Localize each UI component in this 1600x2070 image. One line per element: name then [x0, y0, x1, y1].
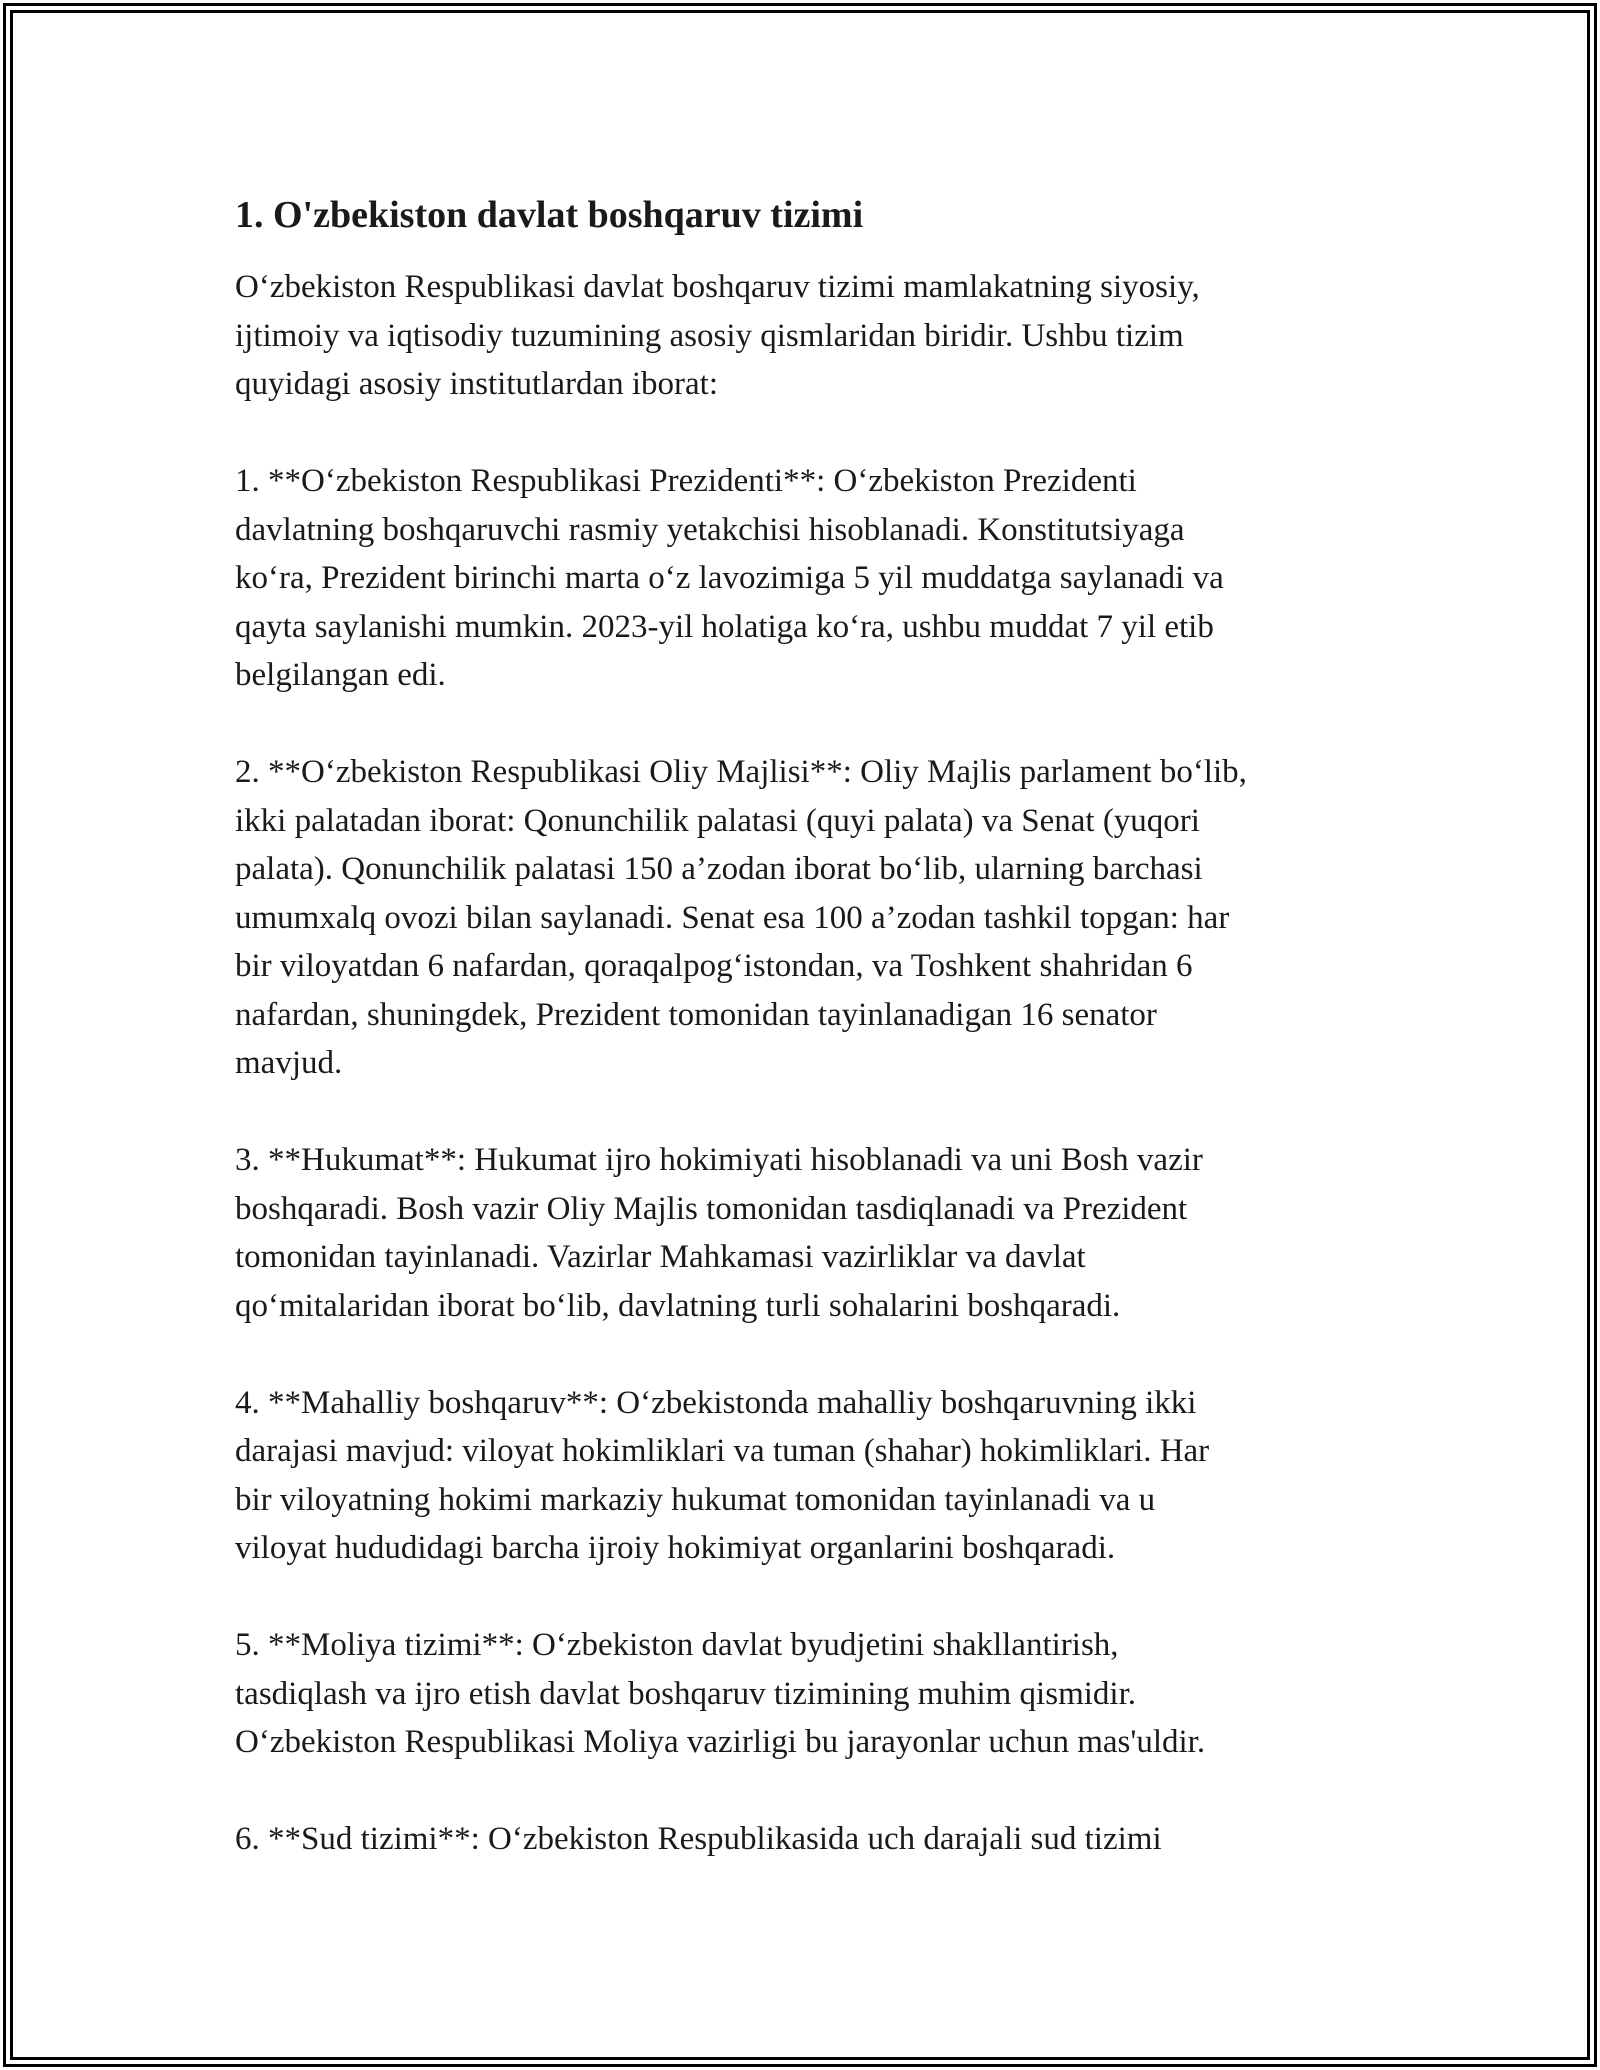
list-item-mahalliy-boshqaruv: 4. **Mahalliy boshqaruv**: O‘zbekistonda mahalliy boshqaruvning ikki darajasi mavjud: viloyat hokimliklari va tuman (shahar) hokimliklari. Har bir viloyatning hokimi markaziy hukumat tomonidan tayinlanadi va u viloyat hududidagi barcha ijroiy hokimiyat organlarini boshqaradi.: [235, 1384, 1210, 1566]
list-item-moliya-tizimi: 5. **Moliya tizimi**: O‘zbekiston davlat byudjetini shakllantirish, tasdiqlash va ijro etish davlat boshqaruv tizimining muhim qismidir. O‘zbekiston Respublikasi Moliya vazirligi bu jarayonlar uchun mas'uldir.: [235, 1627, 1206, 1760]
intro-paragraph: O‘zbekiston Respublikasi davlat boshqaruv tizimi mamlakatning siyosiy, ijtimoiy va iqtisodiy tuzumining asosiy qismlaridan biridir. Ushbu tizim quyidagi asosiy institutlardan iborat:: [235, 269, 1200, 402]
document-page: [235, 187, 1375, 1912]
list-item-hukumat: 3. **Hukumat**: Hukumat ijro hokimiyati hisoblanadi va uni Bosh vazir boshqaradi. Bosh vazir Oliy Majlis tomonidan tasdiqlanadi va Prezident tomonidan tayinlanadi. Vazirlar Mahkamasi vazirliklar va davlat qo‘mitalaridan iborat bo‘lib, davlatning turli sohalarini boshqaradi.: [235, 1142, 1203, 1324]
list-item-sud-tizimi: 6. **Sud tizimi**: O‘zbekiston Respublikasida uch darajali sud tizimi: [235, 1821, 1162, 1857]
document-title: 1. O'zbekiston davlat boshqaruv tizimi: [235, 194, 864, 236]
list-item-president: 1. **O‘zbekiston Respublikasi Prezidenti**: O‘zbekiston Prezidenti davlatning boshqaruvchi rasmiy yetakchisi hisoblanadi. Konstitutsiyaga ko‘ra, Prezident birinchi marta o‘z lavozimiga 5 yil muddatga saylanadi va qayta saylanishi mumkin. 2023-yil holatiga ko‘ra, ushbu muddat 7 yil etib belgilangan edi.: [235, 463, 1224, 693]
list-item-oliy-majlis: 2. **O‘zbekiston Respublikasi Oliy Majlisi**: Oliy Majlis parlament bo‘lib, ikki palatadan iborat: Qonunchilik palatasi (quyi palata) va Senat (yuqori palata). Qonunchilik palatasi 150 a’zodan iborat bo‘lib, ularning barchasi umumxalq ovozi bilan saylanadi. Senat esa 100 a’zodan tashkil topgan: har bir viloyatdan 6 nafardan, qoraqalpog‘istondan, va Toshkent shahridan 6 nafardan, shuningdek, Prezident tomonidan tayinlanadigan 16 senator mavjud.: [235, 754, 1247, 1081]
